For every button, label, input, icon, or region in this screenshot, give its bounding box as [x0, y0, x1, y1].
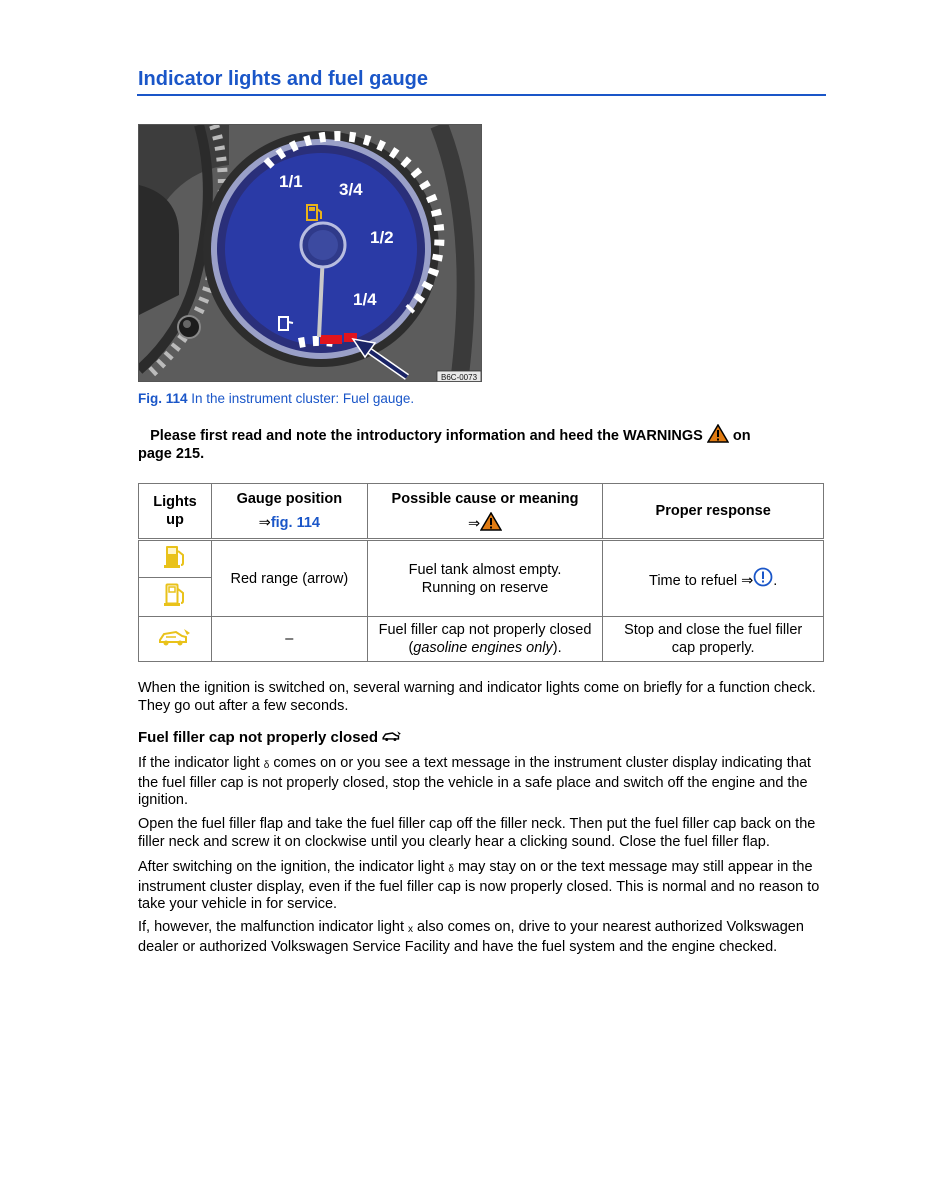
cause-line: Fuel filler cap not properly closed	[378, 622, 592, 638]
cause-emphasis: gasoline engines only	[413, 640, 553, 656]
fuel-pump-filled-icon	[163, 544, 187, 570]
intro-note	[138, 424, 828, 463]
header-cause-label: Possible cause or meaning	[391, 490, 579, 507]
table-row	[139, 617, 824, 662]
intro-text: Please first read and note the introductory information and heed the WARNINGS	[150, 428, 703, 444]
cause-line	[374, 639, 597, 657]
header-proper-response: Proper response	[603, 484, 824, 540]
warning-triangle-icon[interactable]	[480, 512, 502, 531]
figure-link[interactable]: fig. 114	[270, 515, 320, 531]
warning-triangle-icon	[707, 424, 729, 443]
text: If the indicator light	[138, 755, 260, 771]
paragraph-close-cap: Open the fuel filler flap and take the fuel filler cap off the filler neck. Then put the fuel filler cap back on the filler neck and screw it on clockwise until you clearly hear a clicking sound. Close the fuel filler flap.	[138, 816, 816, 850]
malfunction-glyph: x	[408, 924, 414, 935]
response-line: Stop and close the fuel filler	[624, 622, 803, 638]
light-cell	[139, 540, 212, 578]
intro-page-ref[interactable]: page 215.	[138, 446, 205, 462]
paragraph-function-check: When the ignition is switched on, several warning and indicator lights come on briefly for a function check. They go out after a few seconds.	[138, 680, 816, 714]
section-heading-text: Fuel filler cap not properly closed	[138, 729, 379, 746]
paren-open: (	[408, 640, 414, 656]
page-title: Indicator lights and fuel gauge	[138, 68, 429, 90]
gauge-label-full: 1/1	[279, 172, 303, 191]
intro-text-on: on	[728, 428, 751, 444]
text: may stay on or the text message may still appear in the instrument cluster display, even if the fuel filler cap is now properly closed. This is normal and no reason to take your vehicle in for service.	[138, 859, 820, 912]
gauge-label-three-quarter: 3/4	[339, 180, 363, 199]
response-end: .	[773, 573, 778, 589]
fuel-gauge-figure	[138, 124, 482, 382]
header-gauge-arrow: ⇒	[258, 515, 271, 531]
figure-code: B6C-0073	[441, 373, 478, 382]
paragraph-after-ignition	[138, 859, 826, 914]
cause-cell	[367, 617, 603, 662]
indicator-glyph: δ	[448, 864, 454, 875]
response-text: Time to refuel ⇒	[649, 573, 754, 589]
table-header-row	[139, 484, 824, 540]
header-lights-up: Lights up	[139, 484, 212, 540]
gauge-label-quarter: 1/4	[353, 290, 377, 309]
paragraph-indicator-on	[138, 755, 826, 810]
figure-caption	[138, 391, 414, 406]
text: After switching on the ignition, the indicator light	[138, 859, 445, 875]
header-possible-cause	[367, 484, 603, 540]
figure-label[interactable]: Fig. 114	[138, 391, 188, 406]
gauge-label-half: 1/2	[370, 228, 394, 247]
fuel-cap-car-icon	[158, 626, 192, 648]
indicator-lights-table	[138, 483, 824, 662]
header-cause-arrow: ⇒	[467, 515, 481, 532]
cause-line: Running on reserve	[421, 579, 549, 596]
paren-close: ).	[552, 640, 562, 656]
gauge-cell: Red range (arrow)	[211, 540, 367, 617]
text: also comes on, drive to your nearest authorized Volkswagen dealer or authorized Volkswagen Service Facility and have the fuel system and the engine checked.	[138, 919, 804, 955]
fuel-cap-car-icon	[382, 729, 402, 743]
fuel-pump-outline-icon	[163, 582, 187, 608]
cause-line: Fuel tank almost empty.	[408, 561, 562, 578]
light-cell	[139, 578, 212, 617]
fuel-gauge-illustration	[139, 125, 482, 382]
response-cell	[603, 540, 824, 617]
header-gauge-label: Gauge position	[236, 491, 343, 507]
paragraph-malfunction	[138, 919, 826, 956]
response-cell	[603, 617, 824, 662]
header-gauge-position	[211, 484, 367, 540]
figure-caption-text: In the instrument cluster: Fuel gauge.	[187, 391, 415, 406]
section-heading	[138, 729, 402, 746]
title-divider	[137, 94, 826, 96]
response-line: cap properly.	[671, 640, 755, 656]
text: comes on or you see a text message in the instrument cluster display indicating that the fuel filler cap is not properly closed, stop the vehicle in a safe place and switch off the engine and the ignition.	[138, 755, 811, 808]
table-row	[139, 540, 824, 578]
light-cell	[139, 617, 212, 662]
indicator-glyph: δ	[263, 760, 270, 771]
gauge-cell: –	[211, 617, 367, 662]
cause-cell	[367, 540, 603, 617]
text: If, however, the malfunction indicator light	[138, 919, 404, 935]
info-circle-icon[interactable]	[753, 567, 773, 587]
